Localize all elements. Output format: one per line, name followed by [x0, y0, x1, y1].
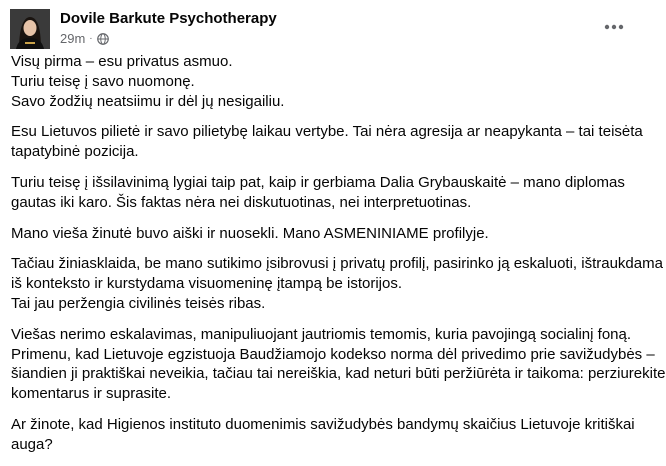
post-text-line: Esu Lietuvos pilietė ir savo pilietybę laikau vertybe. Tai nėra agresija ar neapykanta – tai teisėta — [11, 123, 643, 141]
post-text-line: auga? — [11, 435, 53, 453]
post-meta — [60, 31, 109, 46]
post-text-line: Tai jau peržengia civilinės teisės ribas. — [11, 294, 266, 312]
post-paragraph — [11, 325, 666, 404]
post-text-line: gautas iki karo. Šis faktas nėra nei diskutuotinas, nei interpretuotinas. — [11, 193, 472, 211]
post-text-line: iš konteksto ir kurstydama visuomeninę įtampą be istorijos. — [11, 275, 402, 293]
post-text-line: šiandien ji praktiškai neveikia, tačiau tai nereiškia, kad neturi būti peržiūrėta ir taikoma: perziurekite — [11, 365, 666, 383]
globe-icon[interactable] — [97, 33, 109, 45]
more-options-button[interactable] — [600, 13, 628, 41]
author-avatar[interactable] — [10, 9, 50, 49]
post-paragraph — [11, 52, 629, 111]
post-text-line: Turiu teisę į išsilavinimą lygiai taip pat, kaip ir gerbiama Dalia Grybauskaitė – mano diplomas — [11, 173, 625, 191]
post-text-line: Tačiau žiniasklaida, be mano sutikimo įsibrovusi į privatų profilį, pasirinko ją eskaluoti, ištraukdama — [11, 255, 663, 273]
post-paragraph — [11, 415, 635, 455]
post-text-line: tapatybinė pozicija. — [11, 143, 139, 161]
post-text-line: Primenu, kad Lietuvoje egzistuoja Baudžiamojo kodekso norma dėl privedimo prie savižudybės – — [11, 345, 655, 363]
post-paragraph — [11, 254, 663, 313]
post-time[interactable]: 29m — [60, 31, 86, 46]
post-paragraph — [11, 224, 629, 244]
post-paragraph — [11, 173, 629, 213]
post-text-line: Ar žinote, kad Higienos instituto duomenimis savižudybės bandymų skaičius Lietuvoje kritiškai — [11, 415, 635, 433]
post-header — [8, 9, 632, 49]
post-paragraph — [11, 122, 643, 162]
post-text-line: Visų pirma – esu privatus asmuo. — [11, 53, 233, 70]
more-horizontal-icon — [604, 24, 624, 30]
avatar-image — [10, 9, 50, 49]
meta-separator: · — [89, 33, 93, 44]
author-name[interactable]: Dovile Barkute Psychotherapy — [60, 10, 277, 27]
post-text-line: komentarus ir suprasite. — [11, 385, 172, 403]
post-text-line: Turiu teisę į savo nuomonę. — [11, 72, 195, 90]
post-text-line: Savo žodžių neatsiimu ir dėl jų nesigailiu. — [11, 92, 285, 110]
post-text-line: Viešas nerimo eskalavimas, manipuliuojant jautriomis temomis, kuria pavojingą socialinį foną. — [11, 325, 632, 343]
post-text-line: Mano viešа žinutė buvo aiški ir nuosekli. Mano ASMENINIAME profilyje. — [11, 224, 489, 242]
post-body — [11, 52, 666, 466]
